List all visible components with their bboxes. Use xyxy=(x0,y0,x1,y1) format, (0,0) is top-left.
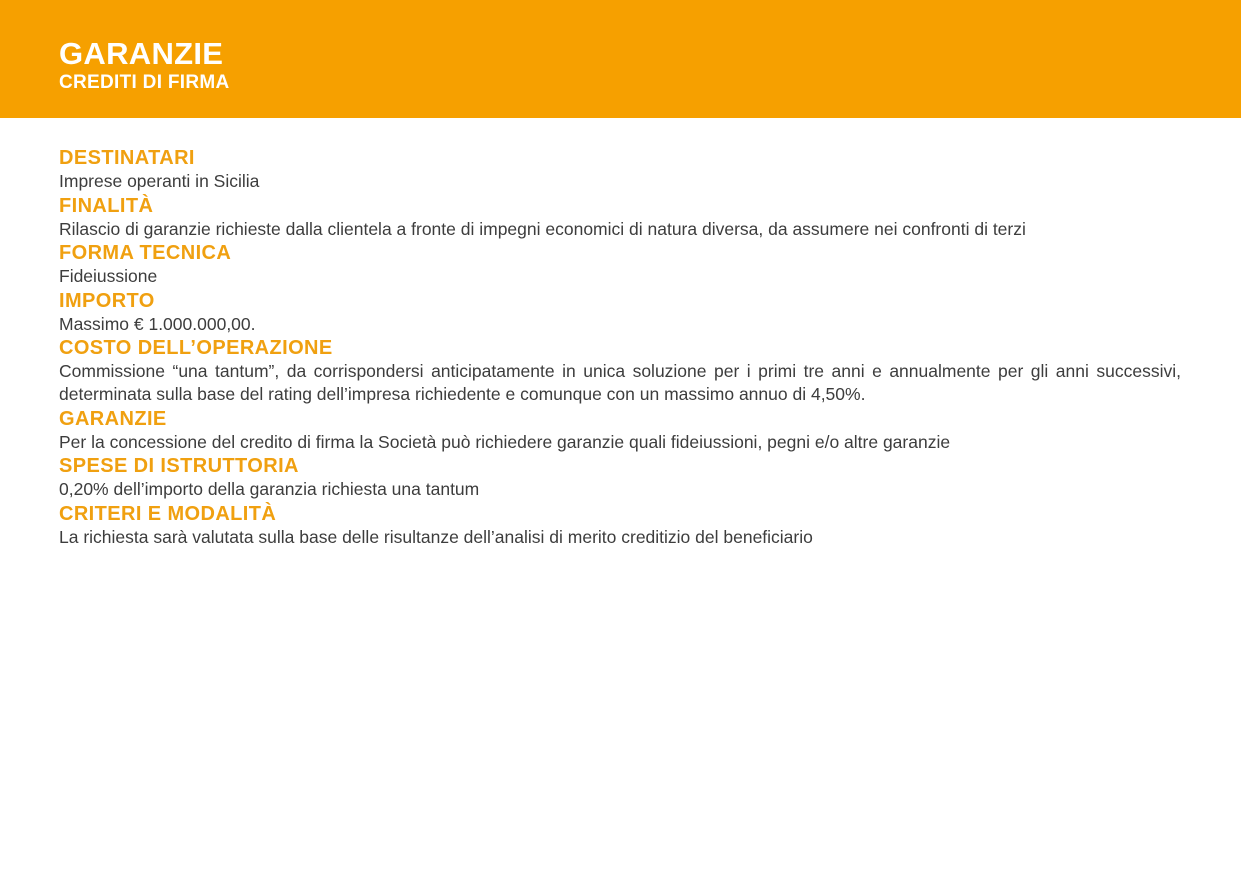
page-title: GARANZIE xyxy=(59,36,224,71)
section-spese-istruttoria xyxy=(59,455,1181,503)
page-subtitle: CREDITI DI FIRMA xyxy=(59,72,230,93)
section-destinatari xyxy=(59,147,1181,195)
section-body: Commissione “una tantum”, da corrispondersi anticipatamente in unica soluzione per i primi tre anni e annualmente per gli anni successivi, determinata sulla base del rating dell’impresa richiedente e comunque con un massimo annuo di 4,50%. xyxy=(59,361,1181,404)
section-criteri-modalita xyxy=(59,503,1181,551)
section-body: Per la concessione del credito di firma la Società può richiedere garanzie quali fideiussioni, pegni e/o altre garanzie xyxy=(59,431,951,452)
section-heading: CRITERI E MODALITÀ xyxy=(59,502,277,525)
section-body: Rilascio di garanzie richieste dalla clientela a fronte di impegni economici di natura diversa, da assumere nei confronti di terzi xyxy=(59,218,1026,239)
section-heading: DESTINATARI xyxy=(59,147,195,169)
section-body: La richiesta sarà valutata sulla base delle risultanze dell’analisi di merito creditizio del beneficiario xyxy=(59,526,813,547)
section-importo xyxy=(59,290,1181,338)
section-heading: FORMA TECNICA xyxy=(59,242,232,264)
section-heading: FINALITÀ xyxy=(59,194,154,217)
section-costo-operazione xyxy=(59,337,1181,408)
section-body: Imprese operanti in Sicilia xyxy=(59,171,260,191)
section-heading: SPESE DI ISTRUTTORIA xyxy=(59,455,299,477)
section-garanzie xyxy=(59,408,1181,456)
header-banner xyxy=(0,0,1241,118)
section-heading: GARANZIE xyxy=(59,407,167,430)
section-finalita xyxy=(59,195,1181,243)
section-heading: IMPORTO xyxy=(59,289,155,312)
section-forma-tecnica xyxy=(59,242,1181,290)
section-body: Fideiussione xyxy=(59,266,158,286)
section-body: Massimo € 1.000.000,00. xyxy=(59,313,256,334)
section-body: 0,20% dell’importo della garanzia richiesta una tantum xyxy=(59,479,480,499)
section-heading: COSTO DELL’OPERAZIONE xyxy=(59,337,333,359)
product-details xyxy=(59,147,1181,550)
